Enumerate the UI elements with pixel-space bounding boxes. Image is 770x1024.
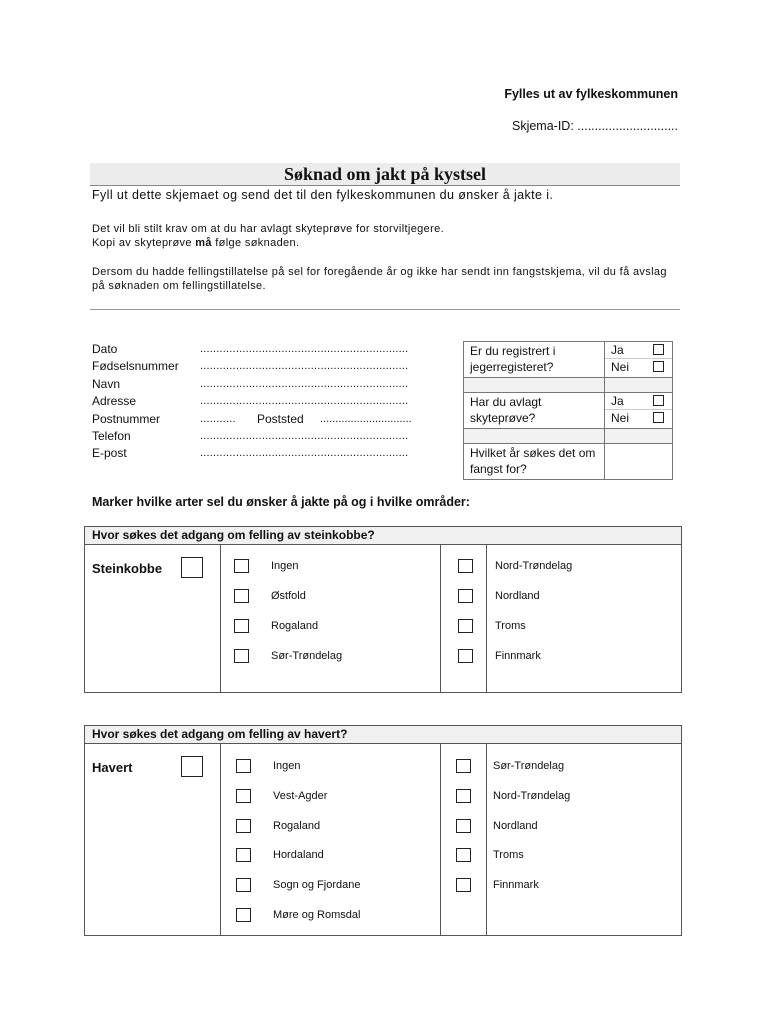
requirement-line-2: Kopi av skyteprøve må følge søknaden. [92, 237, 300, 249]
address-field[interactable] [92, 393, 437, 410]
form-id-field: Skjema-ID: ............................. [511, 119, 678, 133]
steinkobbe-checkbox[interactable] [181, 557, 203, 578]
steinkobbe-label: Steinkobbe [92, 561, 163, 576]
city-line[interactable]: .............................. [320, 413, 412, 425]
table-spacer [605, 378, 673, 393]
field-label: Telefon [92, 429, 131, 443]
email-field[interactable] [92, 445, 437, 462]
field-label: E-post [92, 446, 127, 460]
checkbox[interactable] [458, 649, 473, 663]
checkbox[interactable] [653, 361, 664, 372]
requirement-line-1: Det vil bli stilt krav om at du har avlagt skyteprøve for storviltjegere. [92, 223, 444, 235]
office-use-label: Fylles ut av fylkeskommunen [504, 87, 678, 101]
table-spacer [464, 378, 605, 393]
checkbox[interactable] [236, 789, 251, 803]
checkbox[interactable] [234, 589, 249, 603]
intro-text: Fyll ut dette skjemaet og send det til den fylkeskommunen du ønsker å jakte i. [92, 188, 554, 202]
havert-heading: Hvor søkes det adgang om felling av havert? [85, 726, 681, 744]
option-no[interactable]: Nei [605, 410, 672, 426]
postal-code-field[interactable] [92, 411, 437, 428]
form-title: Søknad om jakt på kystsel [90, 163, 680, 186]
column-divider [440, 545, 441, 692]
shooting-test-question: Har du avlagt skyteprøve? [464, 393, 605, 429]
option-yes[interactable]: Ja [605, 342, 672, 359]
year-answer-cell[interactable] [605, 444, 673, 480]
havert-section: Hvor søkes det adgang om felling av havert? Havert Ingen Vest-Agder Rogaland Hordaland Sogn og Fjordane Møre og Romsdal Sør-Trøndelag Nord-Trøndelag Nordland Troms Finnmark [84, 725, 682, 936]
checkbox[interactable] [456, 848, 471, 862]
checkbox[interactable] [653, 412, 664, 423]
checkbox[interactable] [236, 759, 251, 773]
table-spacer [464, 429, 605, 444]
field-line[interactable]: ................................................................ [200, 430, 409, 442]
checkbox[interactable] [456, 878, 471, 892]
column-divider [220, 545, 221, 692]
requirement-text [92, 222, 682, 250]
checkbox[interactable] [236, 908, 251, 922]
table-spacer [605, 429, 673, 444]
field-line[interactable]: ................................................................ [200, 378, 409, 390]
column-divider [440, 744, 441, 935]
phone-field[interactable] [92, 428, 437, 445]
checkbox[interactable] [456, 819, 471, 833]
column-divider [486, 744, 487, 935]
havert-checkbox[interactable] [181, 756, 203, 777]
checkbox[interactable] [653, 395, 664, 406]
hunter-registry-question: Er du registrert i jegerregisteret? [464, 342, 605, 378]
checkbox[interactable] [458, 619, 473, 633]
checkbox[interactable] [234, 559, 249, 573]
checkbox[interactable] [456, 759, 471, 773]
field-label: Dato [92, 342, 118, 356]
field-label: Adresse [92, 394, 137, 408]
field-line[interactable]: ................................................................ [200, 395, 409, 407]
steinkobbe-heading: Hvor søkes det adgang om felling av steinkobbe? [85, 527, 681, 545]
warning-text: Dersom du hadde fellingstillatelse på sel for foregående år og ikke har sendt inn fangstskjema, vil du få avslag på søknaden om fellingstillatelse. [92, 266, 667, 292]
steinkobbe-section: Hvor søkes det adgang om felling av steinkobbe? Steinkobbe Ingen Østfold Rogaland Sør-Trøndelag Nord-Trøndelag Nordland Troms Finnmark [84, 526, 682, 693]
field-line[interactable]: ................................................................ [200, 360, 409, 372]
checkbox[interactable] [234, 619, 249, 633]
checkbox[interactable] [234, 649, 249, 663]
shooting-test-options [605, 393, 673, 429]
checkbox[interactable] [653, 344, 664, 355]
checkbox[interactable] [236, 878, 251, 892]
name-field[interactable] [92, 376, 437, 393]
checkbox[interactable] [458, 559, 473, 573]
checkbox[interactable] [458, 589, 473, 603]
option-yes[interactable]: Ja [605, 393, 672, 410]
havert-label: Havert [92, 760, 133, 775]
divider [90, 309, 680, 310]
option-no[interactable]: Nei [605, 359, 672, 375]
hunter-registry-options [605, 342, 673, 378]
field-label: Postnummer [92, 412, 161, 426]
checkbox[interactable] [236, 848, 251, 862]
year-question: Hvilket år søkes det om fangst for? [464, 444, 605, 480]
birth-number-field[interactable] [92, 358, 437, 375]
checkbox[interactable] [456, 789, 471, 803]
city-label: Poststed [257, 412, 304, 426]
date-field[interactable] [92, 341, 437, 358]
field-line[interactable]: ................................................................ [200, 447, 409, 459]
checkbox[interactable] [236, 819, 251, 833]
field-line[interactable]: ........... [200, 413, 236, 425]
species-instruction: Marker hvilke arter sel du ønsker å jakte på og i hvilke områder: [92, 495, 470, 509]
field-label: Navn [92, 377, 121, 391]
column-divider [220, 744, 221, 935]
column-divider [486, 545, 487, 692]
field-label: Fødselsnummer [92, 359, 179, 373]
field-line[interactable]: ................................................................ [200, 343, 409, 355]
registry-table [463, 341, 673, 480]
